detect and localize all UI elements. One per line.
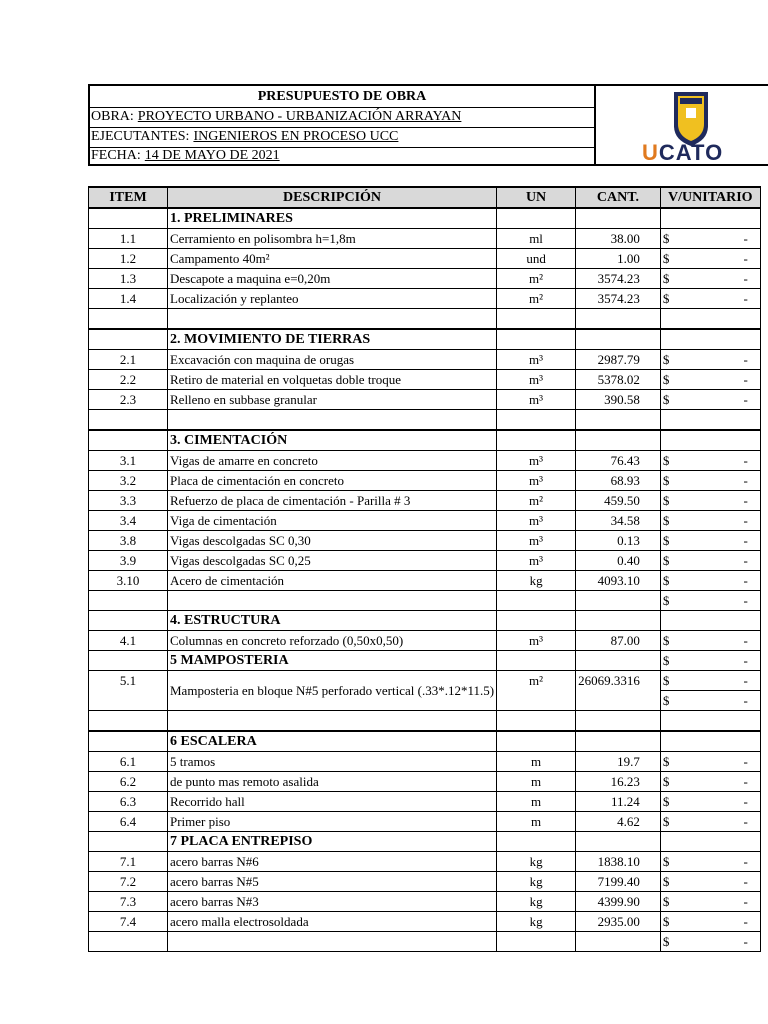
unit-price-cell [660,208,760,229]
unit-price-cell [660,671,760,691]
item-cell [89,430,168,451]
empty-value: - [743,673,748,688]
unit-cell: m³ [497,551,576,571]
currency-symbol: $ [662,774,670,789]
unit-cell: m² [497,671,576,711]
empty-value: - [743,754,748,769]
description-cell: 3. CIMENTACIÓN [168,430,497,451]
currency-symbol: $ [662,653,670,668]
description-cell: acero malla electrosoldada [168,912,497,932]
unit-cell: m [497,792,576,812]
item-cell: 7.4 [89,912,168,932]
section-row [89,611,761,631]
unit-price-cell [660,531,760,551]
unit-cell [497,651,576,671]
unit-cell: m³ [497,631,576,651]
unit-price-cell [660,289,760,309]
unit-cell: m² [497,289,576,309]
currency-symbol: $ [662,673,670,688]
currency-symbol: $ [662,372,670,387]
unit-cell: m³ [497,531,576,551]
blank-row [89,410,761,431]
item-cell: 7.3 [89,892,168,912]
university-logo [596,84,768,166]
col-header-descripcion: DESCRIPCIÓN [168,187,497,208]
table-row [89,390,761,410]
section-row [89,329,761,350]
unit-cell: m [497,812,576,832]
description-cell: Refuerzo de placa de cimentación - Parilla # 3 [168,491,497,511]
currency-symbol: $ [662,854,670,869]
unit-cell: und [497,249,576,269]
description-cell: 5 tramos [168,752,497,772]
currency-symbol: $ [662,794,670,809]
quantity-cell: 4399.90 [576,892,661,912]
unit-cell: m² [497,269,576,289]
quantity-cell: 2935.00 [576,912,661,932]
table-row [89,812,761,832]
unit-price-cell [660,390,760,410]
unit-cell: m² [497,491,576,511]
unit-price-cell [660,491,760,511]
item-cell: 1.3 [89,269,168,289]
table-row [89,792,761,812]
unit-cell: m [497,752,576,772]
unit-price-cell [660,309,760,330]
item-cell [89,208,168,229]
table-row [89,872,761,892]
section-row [89,651,761,671]
table-row [89,852,761,872]
unit-cell: m³ [497,511,576,531]
table-row [89,671,761,691]
unit-price-cell [660,912,760,932]
unit-cell: m³ [497,370,576,390]
item-cell: 5.1 [89,671,168,711]
quantity-cell: 34.58 [576,511,661,531]
quantity-cell: 87.00 [576,631,661,651]
unit-price-cell [660,752,760,772]
table-row [89,752,761,772]
section-row [89,731,761,752]
unit-price-cell [660,892,760,912]
description-cell: 1. PRELIMINARES [168,208,497,229]
table-row [89,229,761,249]
description-cell: acero barras N#3 [168,892,497,912]
unit-price-cell [660,511,760,531]
quantity-cell: 0.40 [576,551,661,571]
section-row [89,430,761,451]
unit-cell: m³ [497,471,576,491]
currency-symbol: $ [662,473,670,488]
description-cell: Mamposteria en bloque N#5 perforado vertical (.33*.12*11.5) [168,671,497,711]
section-row [89,208,761,229]
currency-symbol: $ [662,894,670,909]
item-cell: 1.2 [89,249,168,269]
table-row [89,289,761,309]
empty-value: - [743,573,748,588]
quantity-cell [576,410,661,431]
item-cell [89,651,168,671]
description-cell: Relleno en subbase granular [168,390,497,410]
unit-cell [497,731,576,752]
quantity-cell: 4093.10 [576,571,661,591]
unit-cell: ml [497,229,576,249]
description-cell: Descapote a maquina e=0,20m [168,269,497,289]
unit-cell [497,208,576,229]
item-cell [89,731,168,752]
quantity-cell: 2987.79 [576,350,661,370]
empty-value: - [743,533,748,548]
description-cell [168,591,497,611]
unit-price-cell [660,772,760,792]
quantity-cell: 1.00 [576,249,661,269]
unit-cell [497,832,576,852]
item-cell: 2.1 [89,350,168,370]
quantity-cell [576,651,661,671]
ejecutantes-label: EJECUTANTES: [91,129,190,144]
empty-value: - [743,231,748,246]
item-cell: 3.3 [89,491,168,511]
quantity-cell: 11.24 [576,792,661,812]
currency-symbol: $ [662,513,670,528]
unit-price-cell [660,329,760,350]
item-cell: 3.4 [89,511,168,531]
description-cell: Vigas de amarre en concreto [168,451,497,471]
unit-price-cell [660,350,760,370]
col-header-vunitario: V/UNITARIO [660,187,760,208]
currency-symbol: $ [662,693,670,708]
empty-value: - [743,392,748,407]
currency-symbol: $ [662,874,670,889]
table-row [89,451,761,471]
item-cell: 7.1 [89,852,168,872]
unit-price-cell [660,611,760,631]
quantity-cell: 16.23 [576,772,661,792]
quantity-cell: 390.58 [576,390,661,410]
empty-value: - [743,633,748,648]
description-cell: Excavación con maquina de orugas [168,350,497,370]
currency-symbol: $ [662,754,670,769]
description-cell: 6 ESCALERA [168,731,497,752]
empty-value: - [743,473,748,488]
unit-price-cell [660,731,760,752]
quantity-cell: 3574.23 [576,269,661,289]
item-cell: 7.2 [89,872,168,892]
empty-value: - [743,693,748,708]
empty-value: - [743,774,748,789]
currency-symbol: $ [662,271,670,286]
unit-cell [497,309,576,330]
description-cell: Primer piso [168,812,497,832]
item-cell [89,591,168,611]
unit-cell [497,711,576,732]
item-cell: 3.2 [89,471,168,491]
description-cell: Retiro de material en volquetas doble troque [168,370,497,390]
unit-cell [497,410,576,431]
empty-value: - [743,894,748,909]
item-cell: 3.1 [89,451,168,471]
empty-value: - [743,914,748,929]
unit-price-cell [660,229,760,249]
currency-symbol: $ [662,251,670,266]
quantity-cell [576,430,661,451]
budget-table [88,186,761,952]
unit-cell: kg [497,912,576,932]
unit-price-cell [660,551,760,571]
quantity-cell [576,208,661,229]
quantity-cell: 68.93 [576,471,661,491]
currency-symbol: $ [662,934,670,949]
fecha-row [90,146,594,166]
item-cell: 6.3 [89,792,168,812]
table-row [89,249,761,269]
unit-cell: m [497,772,576,792]
description-cell: 2. MOVIMIENTO DE TIERRAS [168,329,497,350]
table-header-row [89,187,761,208]
description-cell: Recorrido hall [168,792,497,812]
currency-symbol: $ [662,593,670,608]
empty-value: - [743,271,748,286]
item-cell [89,329,168,350]
quantity-cell: 459.50 [576,491,661,511]
unit-price-cell [660,711,760,732]
empty-value: - [743,593,748,608]
empty-value: - [743,453,748,468]
item-cell: 1.1 [89,229,168,249]
description-cell [168,932,497,952]
empty-value: - [743,372,748,387]
currency-symbol: $ [662,533,670,548]
quantity-cell [576,591,661,611]
obra-value: PROYECTO URBANO - URBANIZACIÓN ARRAYAN [137,109,462,124]
quantity-cell: 7199.40 [576,872,661,892]
description-cell: 7 PLACA ENTREPISO [168,832,497,852]
table-row [89,471,761,491]
unit-price-cell [660,451,760,471]
empty-value: - [743,814,748,829]
unit-price-cell [660,631,760,651]
unit-cell: m³ [497,390,576,410]
description-cell: Viga de cimentación [168,511,497,531]
table-row [89,772,761,792]
unit-price-cell [660,872,760,892]
description-cell: Acero de cimentación [168,571,497,591]
empty-value: - [743,874,748,889]
item-cell: 2.3 [89,390,168,410]
description-cell: Localización y replanteo [168,289,497,309]
budget-header [88,84,596,166]
table-row [89,531,761,551]
table-row [89,370,761,390]
table-row [89,269,761,289]
unit-price-cell [660,471,760,491]
quantity-cell: 19.7 [576,752,661,772]
blank-row [89,932,761,952]
ejecutantes-value: INGENIEROS EN PROCESO UCC [193,129,399,144]
unit-cell [497,611,576,631]
quantity-cell [576,611,661,631]
description-cell: Vigas descolgadas SC 0,30 [168,531,497,551]
empty-value: - [743,653,748,668]
currency-symbol: $ [662,453,670,468]
quantity-cell: 1838.10 [576,852,661,872]
logo-wordmark: UCATO [642,140,724,165]
col-header-un: UN [497,187,576,208]
currency-symbol: $ [662,553,670,568]
table-row [89,350,761,370]
unit-cell [497,591,576,611]
item-cell: 1.4 [89,289,168,309]
description-cell: acero barras N#6 [168,852,497,872]
empty-value: - [743,553,748,568]
blank-row [89,591,761,611]
table-row [89,511,761,531]
item-cell [89,832,168,852]
currency-symbol: $ [662,573,670,588]
currency-symbol: $ [662,814,670,829]
currency-symbol: $ [662,352,670,367]
quantity-cell [576,832,661,852]
unit-price-cell [660,410,760,431]
unit-price-cell [660,249,760,269]
description-cell: Vigas descolgadas SC 0,25 [168,551,497,571]
unit-price-cell [660,571,760,591]
description-cell [168,309,497,330]
empty-value: - [743,493,748,508]
col-header-item: ITEM [89,187,168,208]
item-cell: 4.1 [89,631,168,651]
empty-value: - [743,291,748,306]
table-row [89,631,761,651]
quantity-cell [576,731,661,752]
quantity-cell: 0.13 [576,531,661,551]
blank-row [89,711,761,732]
table-row [89,892,761,912]
unit-price-cell [660,370,760,390]
item-cell: 3.8 [89,531,168,551]
empty-value: - [743,352,748,367]
quantity-cell: 5378.02 [576,370,661,390]
item-cell: 6.2 [89,772,168,792]
empty-value: - [743,854,748,869]
table-row [89,912,761,932]
item-cell: 2.2 [89,370,168,390]
budget-title: PRESUPUESTO DE OBRA [90,86,594,108]
quantity-cell [576,329,661,350]
empty-value: - [743,794,748,809]
empty-value: - [743,513,748,528]
fecha-value: 14 DE MAYO DE 2021 [144,148,280,163]
quantity-cell: 3574.23 [576,289,661,309]
empty-value: - [743,934,748,949]
unit-cell: kg [497,852,576,872]
unit-price-cell [660,430,760,451]
empty-value: - [743,251,748,266]
quantity-cell: 38.00 [576,229,661,249]
description-cell: Placa de cimentación en concreto [168,471,497,491]
unit-price-cell [660,651,760,671]
item-cell [89,932,168,952]
unit-cell: m³ [497,451,576,471]
item-cell [89,611,168,631]
description-cell: 5 MAMPOSTERIA [168,651,497,671]
table-row [89,551,761,571]
unit-price-cell [660,852,760,872]
fecha-label: FECHA: [91,148,141,163]
table-row [89,571,761,591]
currency-symbol: $ [662,231,670,246]
unit-cell: kg [497,571,576,591]
table-row [89,491,761,511]
ejecutantes-row [90,127,594,147]
unit-price-cell [660,691,760,711]
item-cell [89,711,168,732]
unit-price-cell [660,832,760,852]
description-cell: Campamento 40m² [168,249,497,269]
item-cell: 6.4 [89,812,168,832]
item-cell [89,309,168,330]
description-cell [168,410,497,431]
col-header-cant: CANT. [576,187,661,208]
blank-row [89,309,761,330]
item-cell [89,410,168,431]
unit-cell [497,329,576,350]
currency-symbol: $ [662,493,670,508]
unit-price-cell [660,591,760,611]
quantity-cell [576,932,661,952]
quantity-cell [576,711,661,732]
item-cell: 3.9 [89,551,168,571]
obra-label: OBRA: [91,109,134,124]
item-cell: 3.10 [89,571,168,591]
currency-symbol: $ [662,914,670,929]
unit-cell: kg [497,892,576,912]
description-cell: de punto mas remoto asalida [168,772,497,792]
unit-cell: kg [497,872,576,892]
item-cell: 6.1 [89,752,168,772]
quantity-cell: 26069.3316 [576,671,661,711]
quantity-cell: 4.62 [576,812,661,832]
unit-price-cell [660,932,760,952]
quantity-cell: 76.43 [576,451,661,471]
unit-price-cell [660,812,760,832]
obra-row [90,107,594,127]
description-cell [168,711,497,732]
currency-symbol: $ [662,291,670,306]
description-cell: 4. ESTRUCTURA [168,611,497,631]
unit-cell [497,932,576,952]
description-cell: Cerramiento en polisombra h=1,8m [168,229,497,249]
unit-cell [497,430,576,451]
quantity-cell [576,309,661,330]
unit-price-cell [660,792,760,812]
currency-symbol: $ [662,633,670,648]
description-cell: Columnas en concreto reforzado (0,50x0,50) [168,631,497,651]
currency-symbol: $ [662,392,670,407]
section-row [89,832,761,852]
description-cell: acero barras N#5 [168,872,497,892]
unit-price-cell [660,269,760,289]
unit-cell: m³ [497,350,576,370]
